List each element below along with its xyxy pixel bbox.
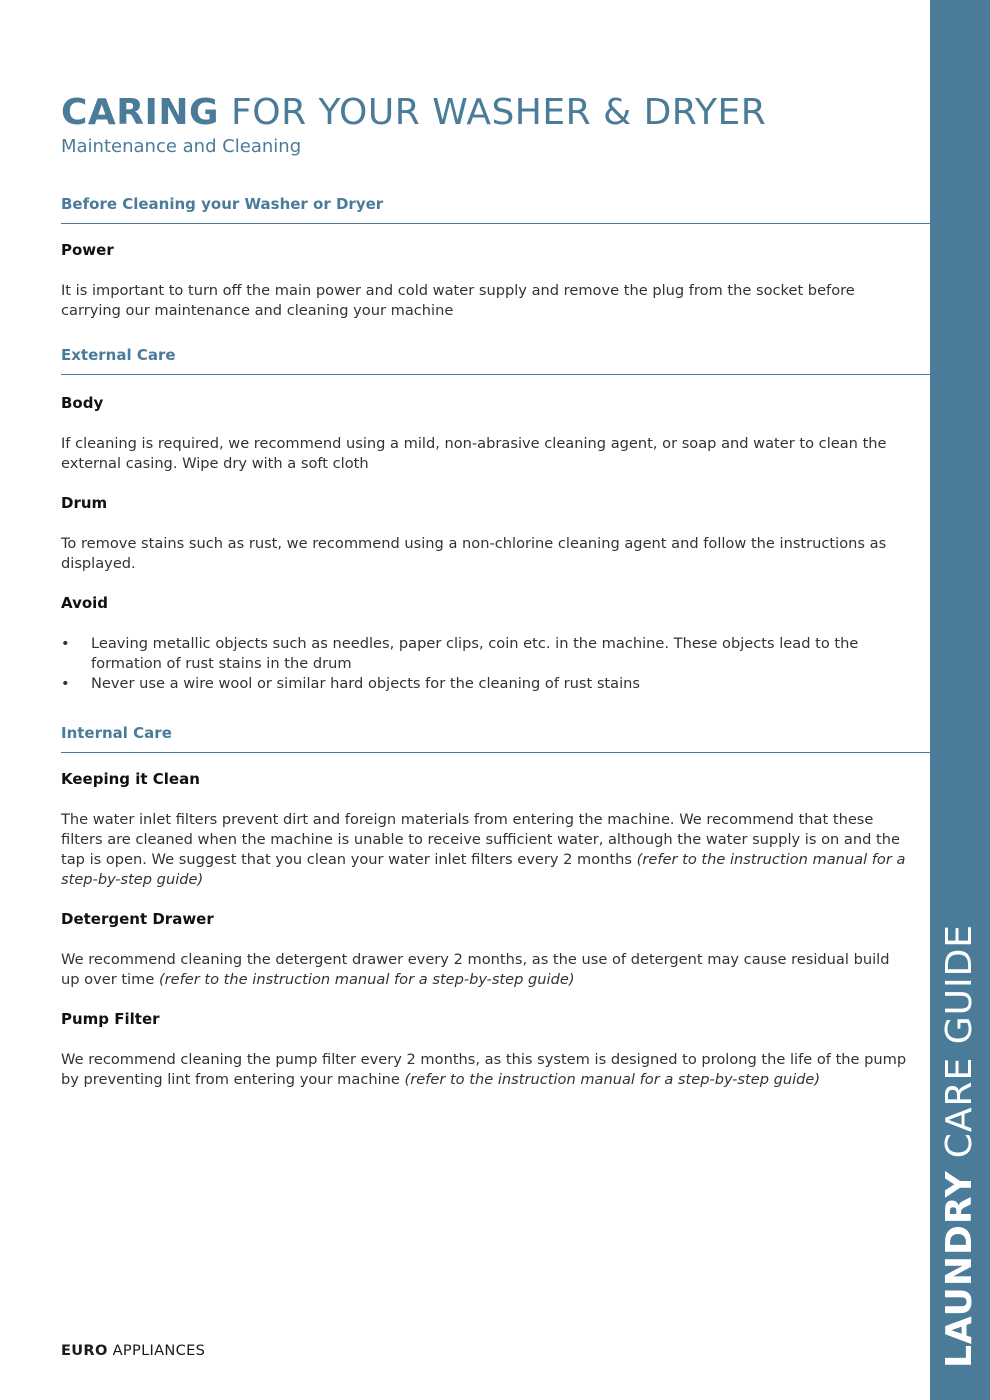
paragraph-power: It is important to turn off the main power and cold water supply and remove the plug from the socket before carrying our maintenance and cleaning your machine [61, 282, 855, 319]
subheading-avoid: Avoid [61, 594, 109, 612]
section-divider [61, 223, 930, 224]
list-item [61, 634, 911, 674]
footer-brand-bold: EURO [61, 1342, 108, 1359]
section-heading-before-cleaning: Before Cleaning your Washer or Dryer [61, 195, 384, 213]
page-title [61, 92, 766, 134]
section-divider [61, 752, 930, 753]
paragraph-pump-filter [61, 1050, 911, 1090]
subheading-detergent-drawer: Detergent Drawer [61, 910, 214, 928]
paragraph-detergent-drawer [61, 950, 911, 990]
bullet-marker: • [61, 635, 70, 652]
footer-brand-rest: APPLIANCES [112, 1342, 206, 1359]
page-title-rest: FOR YOUR WASHER & DRYER [231, 92, 767, 133]
sidebar-label-bold: LAUNDRY [939, 1170, 980, 1369]
paragraph-keeping-it-clean [61, 810, 911, 890]
page-title-bold: CARING [61, 92, 220, 133]
paragraph-drum: To remove stains such as rust, we recommend using a non-chlorine cleaning agent and follow the instructions as displayed. [61, 535, 887, 572]
subheading-power: Power [61, 241, 114, 259]
page-subtitle: Maintenance and Cleaning [61, 136, 302, 157]
list-item-text: Leaving metallic objects such as needles, paper clips, coin etc. in the machine. These objects lead to the formation of rust stains in the drum [91, 635, 859, 672]
paragraph-text: The water inlet filters prevent dirt and foreign materials from entering the machine. We recommend that these filters are cleaned when the machine is unable to receive sufficient water, although the water supply is on and the tap is open. We suggest that you clean your water inlet filters every 2 months [61, 811, 900, 868]
section-heading-internal-care: Internal Care [61, 724, 172, 742]
paragraph-text: We recommend cleaning the pump filter every 2 months, as this system is designed to prolong the life of the pump by preventing lint from entering your machine [61, 1051, 907, 1088]
bullet-marker: • [61, 675, 70, 692]
subheading-drum: Drum [61, 494, 108, 512]
list-item-text: Never use a wire wool or similar hard objects for the cleaning of rust stains [91, 675, 641, 692]
sidebar-label [939, 923, 980, 1369]
paragraph-body: If cleaning is required, we recommend using a mild, non-abrasive cleaning agent, or soap and water to clean the external casing. Wipe dry with a soft cloth [61, 435, 887, 472]
list-item [61, 674, 911, 694]
instruction-note: (refer to the instruction manual for a step-by-step guide) [158, 971, 575, 988]
subheading-keeping-it-clean: Keeping it Clean [61, 770, 200, 788]
sidebar-label-light: CARE GUIDE [939, 923, 980, 1159]
instruction-note: (refer to the instruction manual for a step-by-step guide) [404, 1071, 821, 1088]
paragraph-text: We recommend cleaning the detergent drawer every 2 months, as the use of detergent may cause residual build up over time [61, 951, 890, 988]
footer-brand-logo [61, 1342, 205, 1359]
instruction-note: (refer to the instruction manual for a step-by-step guide) [61, 851, 906, 888]
subheading-body: Body [61, 394, 104, 412]
section-heading-external-care: External Care [61, 346, 176, 364]
section-divider [61, 374, 930, 375]
subheading-pump-filter: Pump Filter [61, 1010, 160, 1028]
